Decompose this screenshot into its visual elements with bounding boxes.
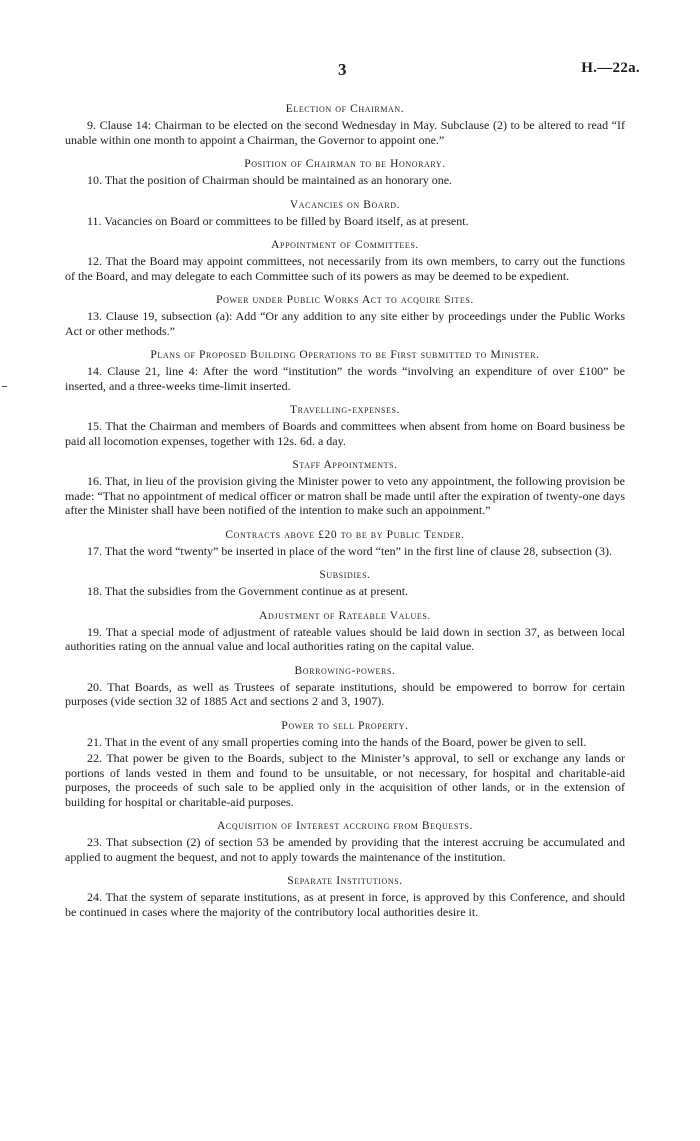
resolution-paragraph: 12. That the Board may appoint committees, not necessarily from its own members, to carry out the functions of the Board, and may delegate to each Committee such of its powers as may be deemed to be expedient. [65, 254, 625, 283]
resolution-paragraph: 19. That a special mode of adjustment of rateable values should be laid down in section 37, as between local authorities rating on the annual value and local authorities rating on the capital value. [65, 624, 625, 653]
section [65, 528, 625, 559]
resolution-paragraph: 21. That in the event of any small properties coming into the hands of the Board, power be given to sell. [87, 734, 587, 749]
margin-mark [2, 386, 7, 387]
section [65, 348, 625, 393]
section-heading: Travelling-expenses. [289, 404, 401, 416]
section-heading: Vacancies on Board. [289, 198, 401, 211]
section [65, 198, 625, 229]
section [65, 719, 625, 810]
document-reference: H.—22a. [581, 60, 640, 76]
section-heading: Acquisition of Interest accruing from Bequests. [217, 820, 473, 832]
resolution-paragraph: 15. That the Chairman and members of Boards and committees when absent from home on Board business be paid all locomotion expenses, together with 12s. 6d. a day. [65, 419, 625, 448]
section-heading: Separate Institutions. [287, 875, 403, 887]
resolution-paragraph: 23. That subsection (2) of section 53 be amended by providing that the interest accruing be accumulated and applied to augment the bequest, and not to apply towards the maintenance of the institution. [65, 835, 625, 864]
section [65, 458, 625, 518]
page-number: 3 [338, 60, 347, 79]
section-heading: Appointment of Committees. [271, 239, 419, 251]
section [65, 819, 625, 864]
resolution-paragraph: 16. That, in lieu of the provision giving the Minister power to veto any appointment, the following provision be made: “That no appointment of medical officer or matron shall be made until after the expiration of twenty-one days after the Minister shall have been notified of the intention to make such an appoinment.” [65, 474, 625, 517]
section-heading: Election of Chairman. [285, 103, 405, 115]
resolution-paragraph: 20. That Boards, as well as Trustees of separate institutions, should be empowered to borrow for certain purposes (vide section 32 of 1885 Act and sections 2 and 3, 1907). [65, 679, 625, 708]
resolution-paragraph: 13. Clause 19, subsection (a): Add “Or any addition to any site either by proceedings under the Public Works Act or other methods.” [65, 309, 625, 338]
resolution-paragraph: 10. That the position of Chairman should be maintained as an honorary one. [87, 173, 453, 187]
resolution-paragraph: 22. That power be given to the Boards, subject to the Minister’s approval, to sell or exchange any lands or portions of lands vested in them and found to be unsuitable, or not necessary, for hospital and charitable-aid purposes, the proceeds of such sale to be applied only in the acquisition of other lands, or in the extension of building for hospital or charitable-aid purposes. [65, 751, 625, 809]
page-header [0, 60, 700, 80]
section-heading: Position of Chairman to be Honorary. [244, 158, 446, 170]
section-heading: Borrowing-powers. [294, 664, 396, 677]
resolution-paragraph: 11. Vacancies on Board or committees to be filled by Board itself, as at present. [87, 213, 469, 228]
resolution-paragraph: 18. That the subsidies from the Government continue as at present. [87, 584, 409, 598]
resolution-paragraph: 14. Clause 21, line 4: After the word “institution” the words “involving an expenditure of over £100” be inserted, and a three-weeks time-limit inserted. [65, 364, 625, 393]
section [65, 293, 625, 338]
section [65, 157, 625, 188]
section [65, 238, 625, 283]
document-body [65, 92, 625, 921]
resolution-paragraph: 17. That the word “twenty” be inserted in place of the word “ten” in the first line of clause 28, subsection (3). [87, 543, 612, 558]
section-heading: Adjustment of Rateable Values. [259, 609, 431, 622]
resolution-paragraph: 9. Clause 14: Chairman to be elected on the second Wednesday in May. Subclause (2) to be altered to read “If unable within one month to appoint a Chairman, the Governor to appoint one.” [65, 118, 625, 147]
section [65, 568, 625, 599]
section-heading: Plans of Proposed Building Operations to be First submitted to Minister. [150, 349, 540, 361]
section [65, 102, 625, 147]
section-heading: Subsidies. [319, 569, 371, 581]
section-heading: Contracts above £20 to be by Public Tender. [225, 528, 465, 541]
section [65, 874, 625, 919]
section-heading: Power under Public Works Act to acquire Sites. [216, 294, 474, 306]
section [65, 609, 625, 654]
resolution-paragraph: 24. That the system of separate institutions, as at present in force, is approved by this Conference, and should be continued in cases where the majority of the contributory local authorities desire it. [65, 890, 625, 919]
section-heading: Staff Appointments. [292, 459, 398, 471]
section [65, 664, 625, 709]
section-heading: Power to sell Property. [281, 719, 409, 732]
section [65, 403, 625, 448]
